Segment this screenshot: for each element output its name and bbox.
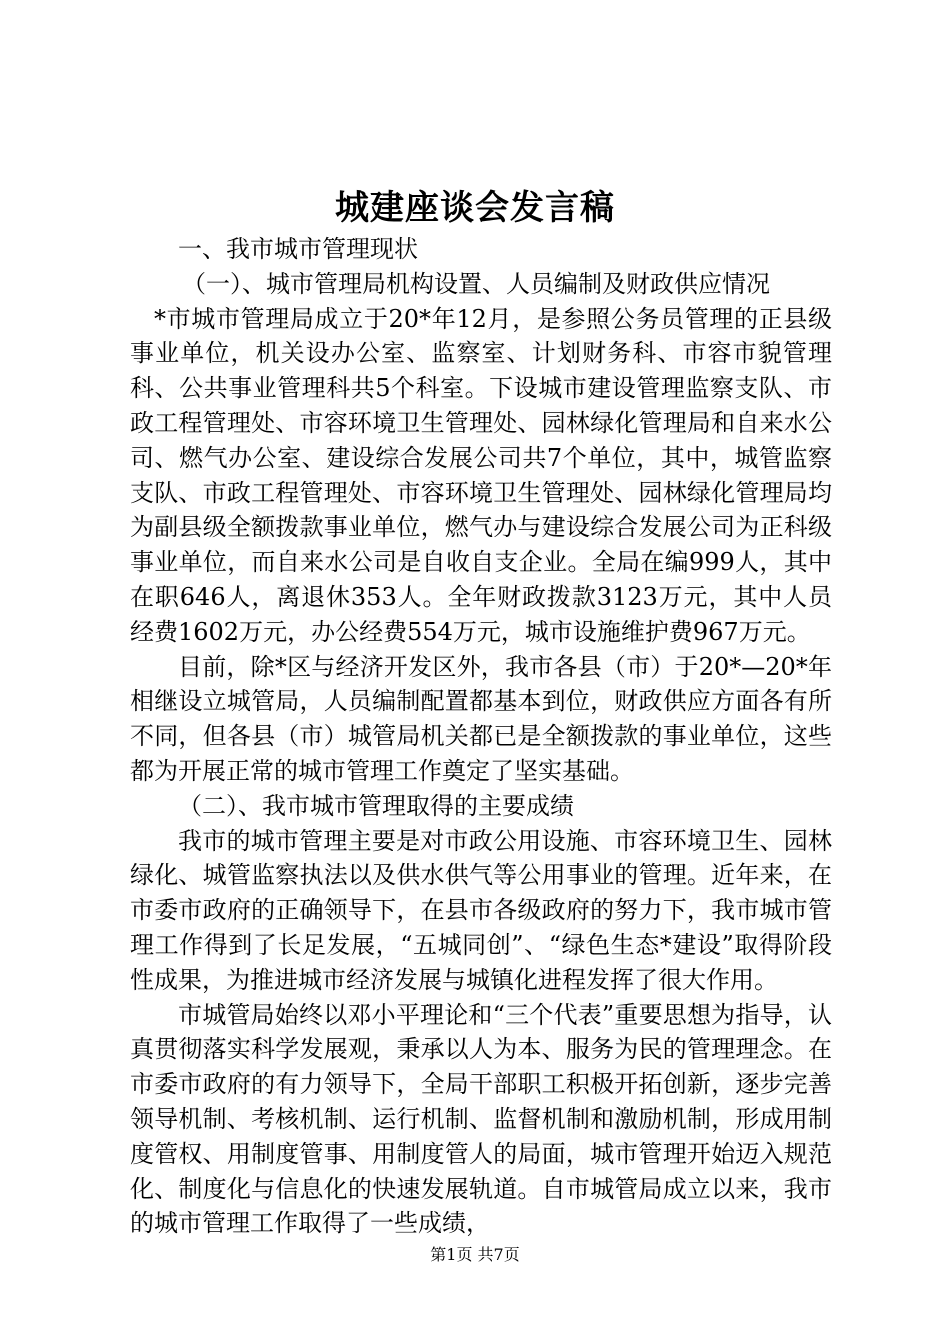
- subsection-heading-2: （二）、我市城市管理取得的主要成绩: [178, 791, 574, 820]
- subsection-heading-1: （一）、城市管理局机构设置、人员编制及财政供应情况: [182, 269, 770, 298]
- body-paragraph-3: 我市的城市管理主要是对市政公用设施、市容环境卫生、园林绿化、城管监察执法以及供水供气等公用事业的管理。近年来，在市委市政府的正确领导下，在县市各级政府的努力下，我市城市管理工作得到了长足发展，“五城同创”、“绿色生态*建设”取得阶段性成果，为推进城市经济发展与城镇化进程发挥了很大作用。: [130, 826, 832, 994]
- body-paragraph-2: 目前，除*区与经济开发区外，我市各县（市）于20*—20*年相继设立城管局，人员编制配置都基本到位，财政供应方面各有所不同，但各县（市）城管局机关都已是全额拨款的事业单位，这些都为开展正常的城市管理工作奠定了坚实基础。: [130, 652, 832, 785]
- page-footer: 第1页 共7页: [430, 1245, 520, 1264]
- section-heading-1: 一、我市城市管理现状: [178, 235, 418, 263]
- body-paragraph-4: 市城管局始终以邓小平理论和“三个代表”重要思想为指导，认真贯彻落实科学发展观，秉承以人为本、服务为民的管理理念。在市委市政府的有力领导下，全局干部职工积极开拓创新，逐步完善领导机制、考核机制、运行机制、监督机制和激励机制，形成用制度管权、用制度管事、用制度管人的局面，城市管理开始迈入规范化、制度化与信息化的快速发展轨道。自市城管局成立以来，我市的城市管理工作取得了一些成绩，: [130, 1000, 832, 1238]
- body-paragraph-1: *市城市管理局成立于20*年12月，是参照公务员管理的正县级事业单位，机关设办公室、监察室、计划财务科、市容市貌管理科、公共事业管理科共5个科室。下设城市建设管理监察支队、市政工程管理处、市容环境卫生管理处、园林绿化管理局和自来水公司、燃气办公室、建设综合发展公司共7个单位，其中，城管监察支队、市政工程管理处、市容环境卫生管理处、园林绿化管理局均为副县级全额拨款事业单位，燃气办与建设综合发展公司为正科级事业单位，而自来水公司是自收自支企业。全局在编999人，其中在职646人，离退休353人。全年财政拨款3123万元，其中人员经费1602万元，办公经费554万元，城市设施维护费967万元。: [130, 304, 832, 646]
- document-title: 城建座谈会发言稿: [335, 188, 615, 228]
- document-body: [130, 232, 832, 1241]
